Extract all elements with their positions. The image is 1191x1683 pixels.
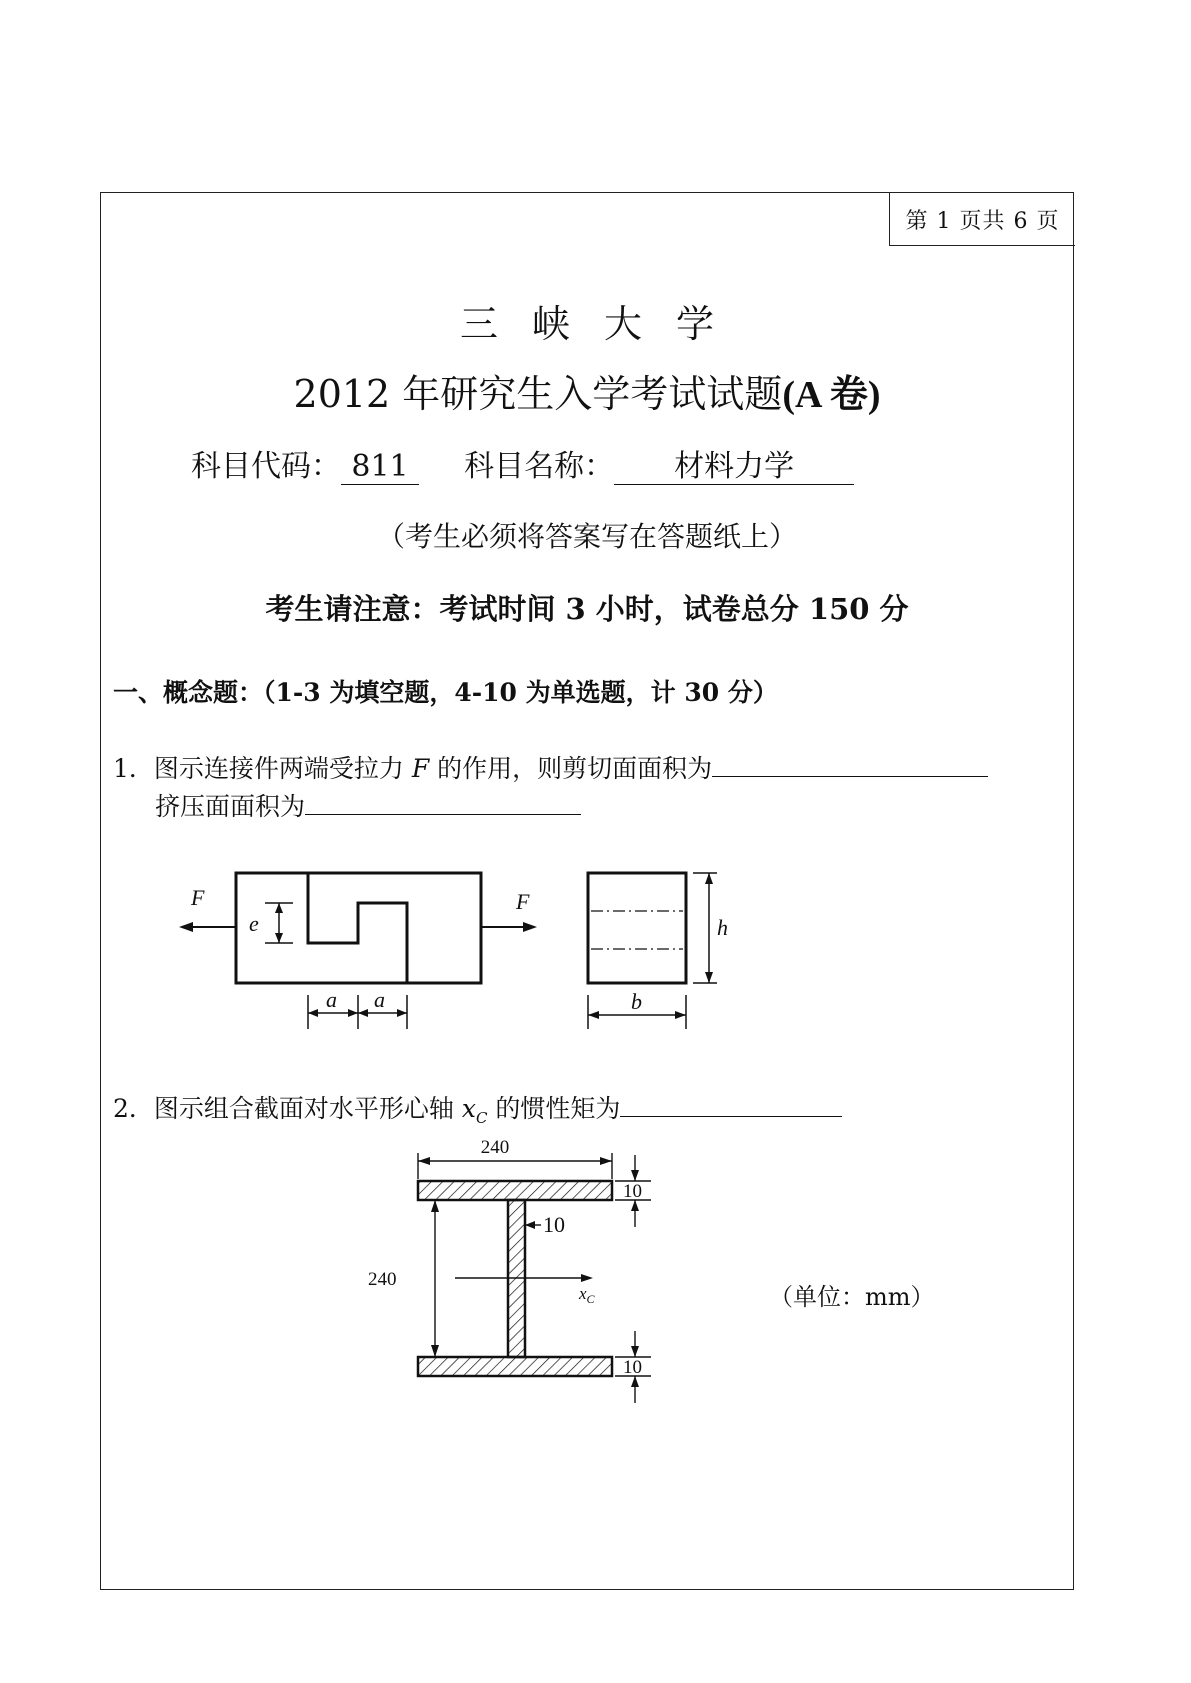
subject-line: [191, 441, 854, 485]
question-1-line-1: [113, 749, 988, 785]
subject-code-value: 811: [341, 450, 419, 485]
fig1-label-a1: a: [326, 987, 337, 1012]
q2-text-b: 的惯性矩为: [487, 1094, 621, 1123]
university-name: 三峡大学: [459, 302, 748, 346]
q2-text-a: 2．图示组合截面对水平形心轴: [113, 1094, 462, 1123]
exam-version: (A 卷): [782, 374, 881, 416]
q1-text-b: 的作用，则剪切面面积为: [429, 754, 713, 783]
fig2-label-height: 240: [368, 1269, 397, 1290]
answer-sheet-note: （考生必须将答案写在答题纸上）: [376, 520, 797, 553]
figure-2-i-section: [351, 1137, 781, 1419]
unit-note: （单位：mm）: [769, 1283, 935, 1311]
exam-time-note: 考生请注意：考试时间 3 小时，试卷总分 150 分: [265, 592, 909, 626]
fig1-label-h: h: [717, 915, 728, 940]
exam-title-text: 2012 年研究生入学考试试题: [293, 372, 783, 416]
section-heading: 一、概念题：（1-3 为填空题，4-10 为单选题，计 30 分）: [113, 678, 778, 707]
fig2-label-flange-bottom: 10: [623, 1357, 642, 1378]
q1-blank-shear: [712, 752, 988, 777]
q1-blank-bearing: [305, 790, 581, 815]
subject-name-label: 科目名称：: [464, 449, 615, 484]
subject-name-value: 材料力学: [614, 450, 854, 485]
fig1-label-e: e: [249, 911, 259, 936]
exam-page-frame: [100, 192, 1074, 1590]
fig2-label-width: 240: [480, 1137, 510, 1158]
exam-title: [101, 363, 1073, 418]
fig1-label-b: b: [631, 989, 642, 1014]
fig2-label-flange-top: 10: [623, 1181, 642, 1202]
fig2-axis-var: x: [579, 1284, 587, 1303]
fig1-label-right-f: F: [516, 889, 530, 914]
subject-code-label: 科目代码：: [191, 449, 341, 484]
fig2-axis-label: [578, 1284, 596, 1306]
q1-text-a: 1．图示连接件两端受拉力: [113, 754, 412, 783]
question-2: [113, 1089, 842, 1127]
q1-var-f: F: [411, 754, 430, 783]
q2-blank: [620, 1092, 842, 1117]
q1-text-c: 挤压面面积为: [155, 792, 306, 821]
fig2-label-web: 10: [543, 1212, 565, 1237]
question-1-line-2: [155, 787, 581, 823]
page-indicator: 第 1 页共 6 页: [889, 193, 1075, 246]
figure-1-connector: [161, 851, 728, 1037]
fig1-label-a2: a: [374, 987, 385, 1012]
fig1-label-left-f: F: [191, 885, 205, 910]
q2-var-x: x: [461, 1094, 476, 1123]
q2-var-sub: C: [475, 1109, 488, 1127]
fig2-axis-sub: C: [586, 1292, 595, 1306]
